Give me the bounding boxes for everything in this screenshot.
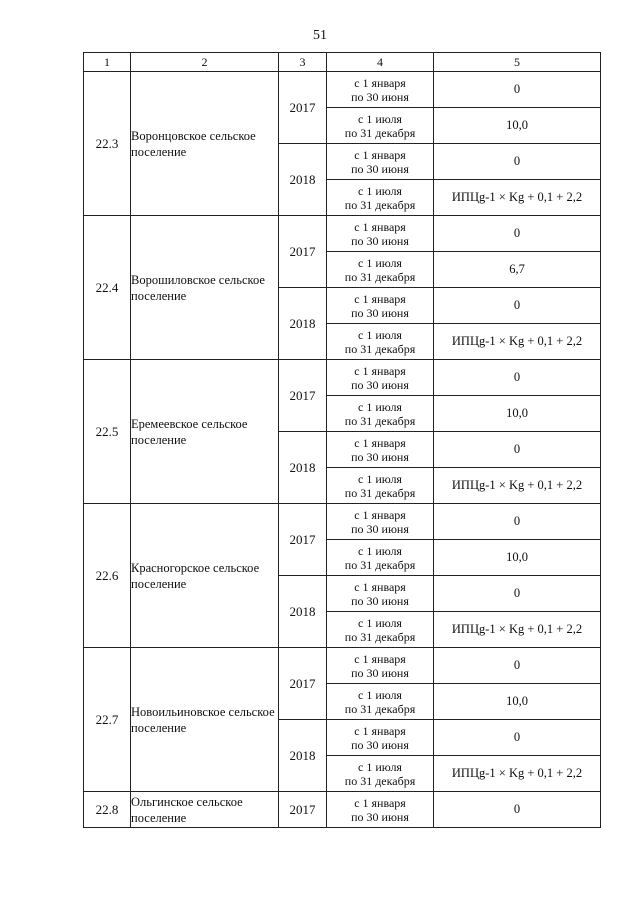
settlement-name: Ольгинское сельское поселение bbox=[131, 792, 279, 828]
year-cell: 2017 bbox=[279, 792, 327, 828]
year-cell: 2018 bbox=[279, 576, 327, 648]
value-cell: 10,0 bbox=[434, 540, 601, 576]
table-row bbox=[84, 648, 601, 684]
period-cell bbox=[327, 684, 434, 720]
tariff-table bbox=[83, 52, 601, 828]
period-cell bbox=[327, 468, 434, 504]
period-to: по 31 декабря bbox=[344, 485, 416, 500]
table-body bbox=[84, 72, 601, 828]
table-row bbox=[84, 360, 601, 396]
year-cell: 2018 bbox=[279, 720, 327, 792]
period-cell bbox=[327, 72, 434, 108]
period-from: с 1 января bbox=[354, 795, 406, 810]
period-from: с 1 января bbox=[354, 507, 406, 522]
period-from: с 1 января bbox=[354, 363, 406, 378]
value-cell: 10,0 bbox=[434, 684, 601, 720]
period-from: с 1 января bbox=[354, 651, 406, 666]
year-cell: 2018 bbox=[279, 288, 327, 360]
period-cell bbox=[327, 720, 434, 756]
period-from: с 1 июля bbox=[358, 687, 402, 702]
page-number: 51 bbox=[313, 28, 327, 43]
row-number: 22.7 bbox=[84, 648, 131, 792]
value-cell: 0 bbox=[434, 288, 601, 324]
period-from: с 1 июля bbox=[358, 183, 402, 198]
period-from: с 1 января bbox=[354, 435, 406, 450]
column-header: 1 bbox=[84, 53, 131, 72]
value-cell: 0 bbox=[434, 144, 601, 180]
column-header: 2 bbox=[131, 53, 279, 72]
period-to: по 30 июня bbox=[351, 737, 409, 752]
row-number: 22.3 bbox=[84, 72, 131, 216]
column-header: 5 bbox=[434, 53, 601, 72]
period-cell bbox=[327, 324, 434, 360]
value-cell: ИПЦg-1 × Kg + 0,1 + 2,2 bbox=[434, 324, 601, 360]
period-to: по 30 июня bbox=[351, 89, 409, 104]
table-row bbox=[84, 504, 601, 540]
year-cell: 2017 bbox=[279, 72, 327, 144]
year-cell: 2017 bbox=[279, 504, 327, 576]
settlement-name: Новоильиновское сельское поселение bbox=[131, 648, 279, 792]
period-from: с 1 июля bbox=[358, 759, 402, 774]
value-cell: ИПЦg-1 × Kg + 0,1 + 2,2 bbox=[434, 180, 601, 216]
period-cell bbox=[327, 792, 434, 828]
table-row bbox=[84, 792, 601, 828]
period-to: по 30 июня bbox=[351, 809, 409, 824]
period-to: по 31 декабря bbox=[344, 773, 416, 788]
period-from: с 1 июля bbox=[358, 255, 402, 270]
settlement-name: Красногорское сельское поселение bbox=[131, 504, 279, 648]
value-cell: ИПЦg-1 × Kg + 0,1 + 2,2 bbox=[434, 468, 601, 504]
period-to: по 31 декабря bbox=[344, 269, 416, 284]
period-to: по 30 июня bbox=[351, 161, 409, 176]
year-cell: 2017 bbox=[279, 360, 327, 432]
period-cell bbox=[327, 396, 434, 432]
period-from: с 1 июля bbox=[358, 111, 402, 126]
period-cell bbox=[327, 252, 434, 288]
period-to: по 30 июня bbox=[351, 377, 409, 392]
period-from: с 1 июля bbox=[358, 615, 402, 630]
period-cell bbox=[327, 108, 434, 144]
period-from: с 1 января bbox=[354, 147, 406, 162]
period-from: с 1 июля bbox=[358, 327, 402, 342]
value-cell: 0 bbox=[434, 720, 601, 756]
year-cell: 2017 bbox=[279, 648, 327, 720]
period-to: по 31 декабря bbox=[344, 629, 416, 644]
period-cell bbox=[327, 360, 434, 396]
period-from: с 1 января bbox=[354, 579, 406, 594]
period-from: с 1 января bbox=[354, 219, 406, 234]
period-cell bbox=[327, 144, 434, 180]
value-cell: 0 bbox=[434, 792, 601, 828]
value-cell: ИПЦg-1 × Kg + 0,1 + 2,2 bbox=[434, 756, 601, 792]
value-cell: 0 bbox=[434, 648, 601, 684]
period-to: по 30 июня bbox=[351, 665, 409, 680]
period-to: по 30 июня bbox=[351, 233, 409, 248]
period-to: по 30 июня bbox=[351, 521, 409, 536]
row-number: 22.4 bbox=[84, 216, 131, 360]
period-cell bbox=[327, 504, 434, 540]
value-cell: 10,0 bbox=[434, 396, 601, 432]
period-to: по 31 декабря bbox=[344, 413, 416, 428]
value-cell: 10,0 bbox=[434, 108, 601, 144]
period-from: с 1 июля bbox=[358, 471, 402, 486]
value-cell: 0 bbox=[434, 576, 601, 612]
settlement-name: Еремеевское сельское поселение bbox=[131, 360, 279, 504]
period-from: с 1 января bbox=[354, 75, 406, 90]
period-to: по 31 декабря bbox=[344, 125, 416, 140]
value-cell: ИПЦg-1 × Kg + 0,1 + 2,2 bbox=[434, 612, 601, 648]
period-from: с 1 июля bbox=[358, 543, 402, 558]
value-cell: 0 bbox=[434, 360, 601, 396]
period-cell bbox=[327, 432, 434, 468]
year-cell: 2018 bbox=[279, 144, 327, 216]
row-number: 22.6 bbox=[84, 504, 131, 648]
value-cell: 0 bbox=[434, 432, 601, 468]
column-header: 4 bbox=[327, 53, 434, 72]
period-to: по 31 декабря bbox=[344, 557, 416, 572]
value-cell: 0 bbox=[434, 72, 601, 108]
table-row bbox=[84, 72, 601, 108]
table-header-row bbox=[84, 53, 601, 72]
value-cell: 6,7 bbox=[434, 252, 601, 288]
period-to: по 31 декабря bbox=[344, 341, 416, 356]
row-number: 22.5 bbox=[84, 360, 131, 504]
settlement-name: Ворошиловское сельское поселение bbox=[131, 216, 279, 360]
year-cell: 2017 bbox=[279, 216, 327, 288]
period-to: по 30 июня bbox=[351, 305, 409, 320]
period-from: с 1 января bbox=[354, 291, 406, 306]
period-cell bbox=[327, 756, 434, 792]
period-from: с 1 января bbox=[354, 723, 406, 738]
period-cell bbox=[327, 216, 434, 252]
settlement-name: Воронцовское сельское поселение bbox=[131, 72, 279, 216]
period-to: по 30 июня bbox=[351, 593, 409, 608]
period-cell bbox=[327, 576, 434, 612]
year-cell: 2018 bbox=[279, 432, 327, 504]
period-to: по 31 декабря bbox=[344, 197, 416, 212]
value-cell: 0 bbox=[434, 216, 601, 252]
column-header: 3 bbox=[279, 53, 327, 72]
period-to: по 31 декабря bbox=[344, 701, 416, 716]
period-cell bbox=[327, 288, 434, 324]
row-number: 22.8 bbox=[84, 792, 131, 828]
period-to: по 30 июня bbox=[351, 449, 409, 464]
table-row bbox=[84, 216, 601, 252]
period-cell bbox=[327, 180, 434, 216]
period-cell bbox=[327, 612, 434, 648]
value-cell: 0 bbox=[434, 504, 601, 540]
period-from: с 1 июля bbox=[358, 399, 402, 414]
period-cell bbox=[327, 540, 434, 576]
period-cell bbox=[327, 648, 434, 684]
